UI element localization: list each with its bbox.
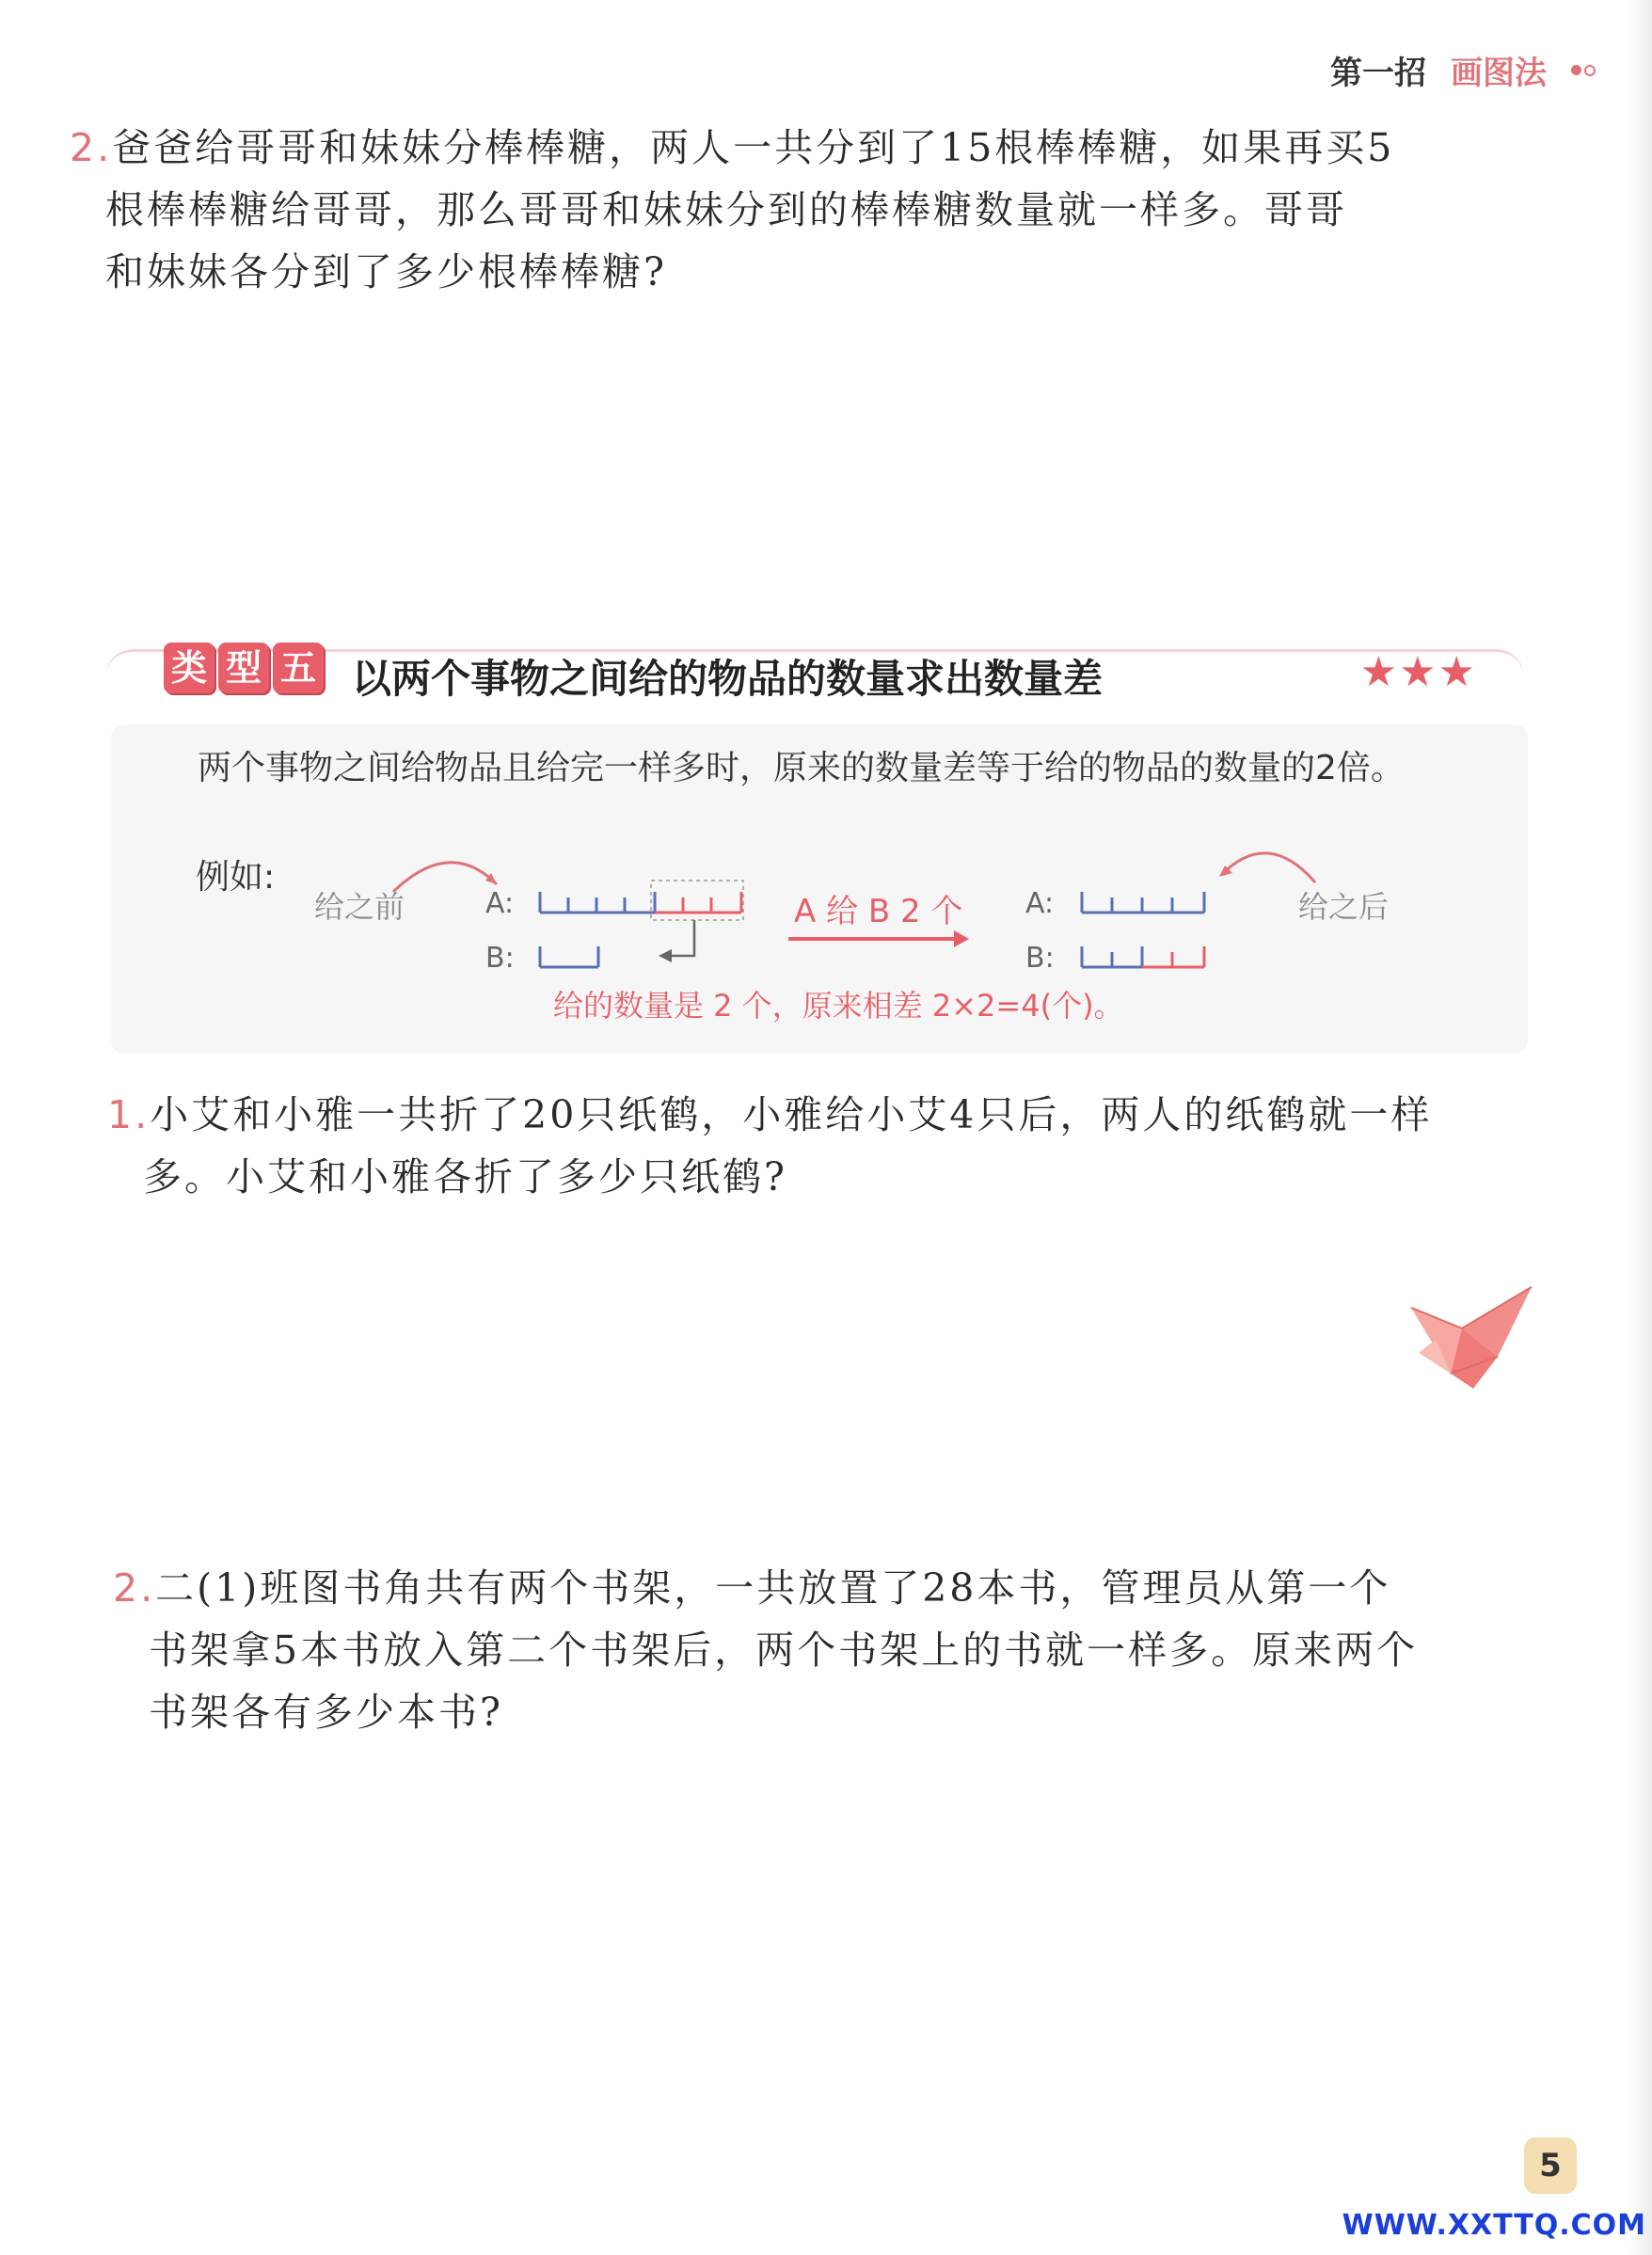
badge-char: 类 bbox=[164, 643, 214, 693]
before-arrow bbox=[393, 863, 497, 892]
move-arrowhead bbox=[659, 949, 672, 962]
a-label-before: A: bbox=[485, 887, 515, 920]
problem-line: 2.二(1)班图书角共有两个书架，一共放置了28本书，管理员从第一个 bbox=[113, 1565, 1391, 1611]
after-arrow bbox=[1221, 853, 1315, 882]
before-label: 给之前 bbox=[314, 889, 405, 925]
give-arrow-label: A 给 B 2 个 bbox=[794, 893, 963, 930]
method-label: 画图法 bbox=[1451, 55, 1547, 92]
example-label: 例如: bbox=[196, 858, 276, 897]
a-bar-extra bbox=[655, 892, 741, 913]
b-bar-before bbox=[540, 946, 598, 967]
problem-2 bbox=[113, 1557, 1526, 1743]
problem-line: 书架拿5本书放入第二个书架后，两个书架上的书就一样多。原来两个 bbox=[149, 1628, 1419, 1673]
badge-char: 型 bbox=[218, 643, 269, 693]
b-label-after: B: bbox=[1025, 942, 1055, 975]
problem-top bbox=[70, 117, 1526, 303]
section-heading bbox=[105, 649, 1524, 712]
dots-icon bbox=[1571, 65, 1596, 76]
problem-number: 1. bbox=[107, 1092, 151, 1137]
page-edge-shadow bbox=[1629, 0, 1652, 2255]
section-badge bbox=[164, 643, 324, 693]
b-label-before: B: bbox=[485, 942, 515, 975]
tip-box bbox=[111, 724, 1528, 1054]
page-header bbox=[1330, 47, 1596, 93]
a-bar-after bbox=[1082, 892, 1204, 913]
paper-crane-icon bbox=[1407, 1283, 1535, 1396]
move-arrow bbox=[668, 920, 694, 956]
diagram-note: 给的数量是 2 个，原来相差 2×2=4(个)。 bbox=[553, 988, 1124, 1024]
problem-line: 2.爸爸给哥哥和妹妹分棒棒糖，两人一共分到了15根棒棒糖，如果再买5 bbox=[70, 125, 1395, 170]
problem-line: 书架各有多少本书? bbox=[149, 1690, 503, 1735]
after-label: 给之后 bbox=[1298, 889, 1390, 925]
problem-number: 2. bbox=[113, 1565, 156, 1611]
problem-line: 多。小艾和小雅各折了多少只纸鹤? bbox=[143, 1154, 787, 1199]
chapter-label: 第一招 bbox=[1330, 55, 1426, 92]
section-title: 以两个事物之间给的物品的数量求出数量差 bbox=[352, 656, 1104, 702]
problem-line: 1.小艾和小雅一共折了20只纸鹤，小雅给小艾4只后，两人的纸鹤就一样 bbox=[107, 1092, 1433, 1137]
give-diagram bbox=[111, 724, 1528, 1054]
difficulty-stars-icon: ★★★ bbox=[1359, 648, 1477, 696]
a-label-after: A: bbox=[1025, 887, 1055, 920]
problem-line: 和妹妹各分到了多少根棒棒糖? bbox=[105, 249, 667, 294]
b-bar-received bbox=[1142, 946, 1204, 967]
badge-char: 五 bbox=[273, 643, 324, 693]
b-bar-after bbox=[1082, 946, 1142, 967]
problem-number: 2. bbox=[70, 125, 113, 170]
page-number: 5 bbox=[1524, 2137, 1577, 2194]
extra-dashed-box bbox=[651, 881, 743, 920]
problem-line: 根棒棒糖给哥哥，那么哥哥和妹妹分到的棒棒糖数量就一样多。哥哥 bbox=[105, 187, 1347, 232]
watermark-text: WWW.XXTTQ.COM bbox=[1342, 2209, 1646, 2242]
tip-text: 两个事物之间给物品且给完一样多时，原来的数量差等于给的物品的数量的2倍。 bbox=[198, 749, 1405, 787]
give-arrowhead bbox=[954, 930, 969, 947]
problem-1 bbox=[107, 1084, 1526, 1208]
a-bar-before bbox=[540, 892, 655, 913]
